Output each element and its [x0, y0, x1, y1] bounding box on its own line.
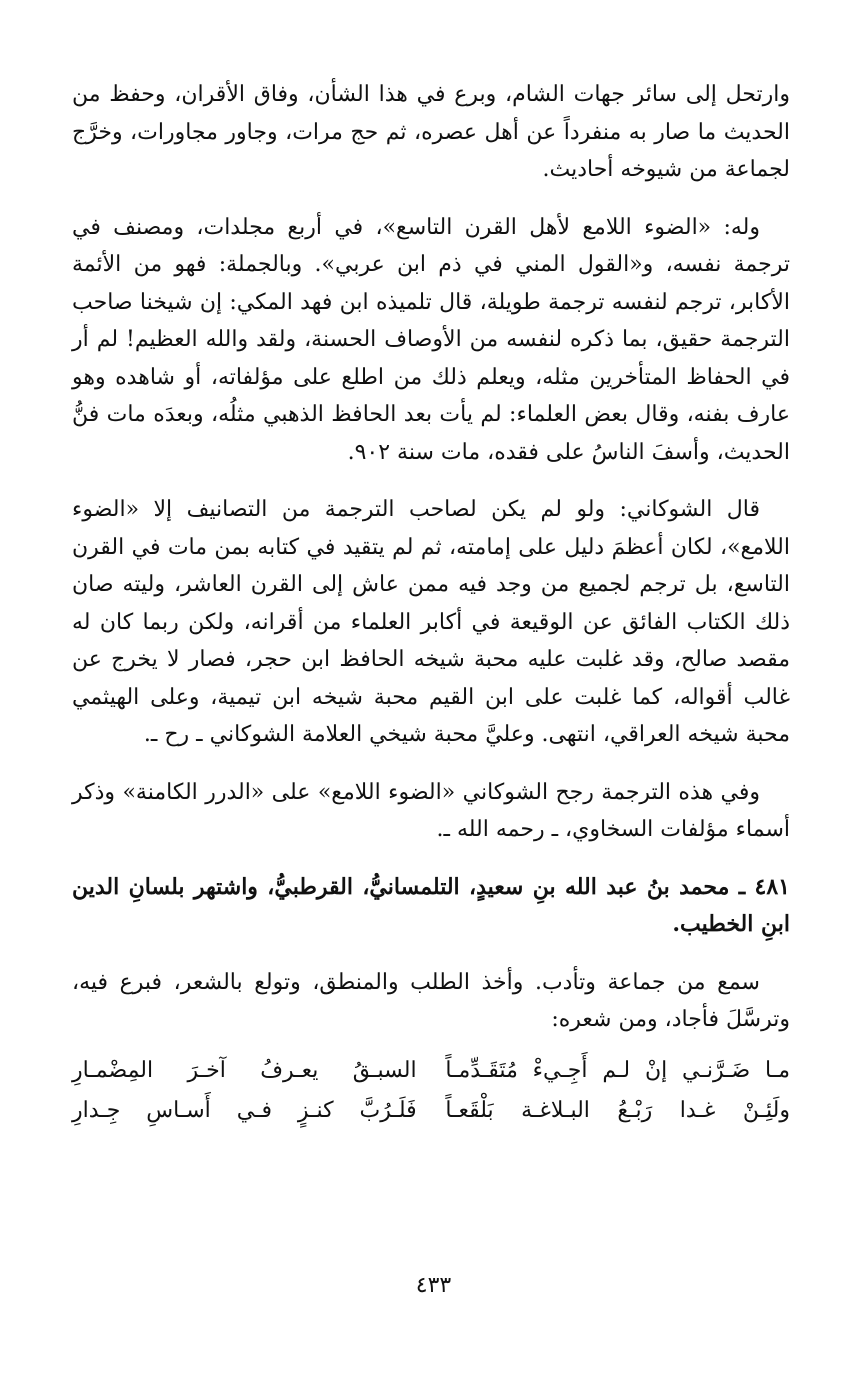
poem-first-hemistich: مـا ضَـرَّنـي إنْ لـم أَجِـيءْ مُتَقَـدِّمـاً [445, 1057, 790, 1083]
poem [72, 1053, 790, 1129]
paragraph-shawkani: قال الشوكاني: ولو لم يكن لصاحب الترجمة من التصانيف إلا «الضوء اللامع»، لكان أعظمَ دليل على إمامته، ثم لم يتقيد في كتابه بمن مات في القرن التاسع، بل ترجم لجميع من وجد فيه ممن عاش إلى القرن العاشر، وليته صان ذلك الكتاب الفائق عن الوقيعة في أكابر العلماء من أقرانه، ولكن ربما كان له مقصد صالح، وقد غلبت عليه محبة شيخه الحافظ ابن حجر، فصار لا يخرج عن غالب أقواله، كما غلبت على ابن القيم محبة شيخه ابن تيمية، وعلى الهيثمي محبة شيخه العراقي، انتهى. وعليَّ محبة شيخي العلامة الشوكاني ـ رح ـ. [72, 497, 790, 747]
poem-line [72, 1053, 790, 1089]
paragraph-entry-bio: سمع من جماعة وتأدب. وأخذ الطلب والمنطق، وتولع بالشعر، فبرع فيه، وترسَّلَ فأجاد، ومن شعره: [72, 969, 790, 1032]
book-page [72, 76, 790, 1129]
poem-first-hemistich: ولَئِـنْ غـدا رَبْـعُ البـلاغـة بَلْقَعـاً [445, 1097, 790, 1123]
poem-second-hemistich: السبـقُ يعـرفُ آخـرَ المِضْمـارِ [72, 1057, 417, 1083]
paragraph-travel: وارتحل إلى سائر جهات الشام، وبرع في هذا الشأن، وفاق الأقران، وحفظ من الحديث ما صار به منفرداً عن أهل عصره، ثم حج مرات، وجاور مجاورات، وخرَّج لجماعة من شيوخه أحاديث. [72, 82, 790, 182]
page-number: ٤٣٣ [415, 1273, 452, 1298]
paragraph-preference: وفي هذه الترجمة رجح الشوكاني «الضوء اللامع» على «الدرر الكامنة» وذكر أسماء مؤلفات السخاوي، ـ رحمه الله ـ. [72, 779, 790, 842]
paragraph-works: وله: «الضوء اللامع لأهل القرن التاسع»، في أربع مجلدات، ومصنف في ترجمة نفسه، و«القول المني في ذم ابن عربي». وبالجملة: فهو من الأئمة الأكابر، ترجم لنفسه ترجمة طويلة، قال تلميذه ابن فهد المكي: إن شيخنا صاحب الترجمة حقيق، بما ذكره لنفسه من الأوصاف الحسنة، ولقد والله العظيم! لم أر في الحفاظ المتأخرين مثله، ويعلم ذلك من اطلع على مؤلفاته، أو شاهده وهو عارف بفنه، وقال بعض العلماء: لم يأت بعد الحافظ الذهبي مثلُه، وبعدَه مات فنُّ الحديث، وأسفَ الناسُ على فقده، مات سنة ٩٠٢. [72, 214, 790, 465]
entry-heading: ٤٨١ ـ محمد بنُ عبد الله بنِ سعيدٍ، التلمسانيُّ، القرطبيُّ، واشتهر بلسانِ الدين ابنِ الخطيب. [72, 873, 790, 937]
poem-line [72, 1093, 790, 1129]
poem-second-hemistich: فَلَـرُبَّ كنـزٍ فـي أَسـاسِ جِـدارِ [72, 1097, 417, 1123]
